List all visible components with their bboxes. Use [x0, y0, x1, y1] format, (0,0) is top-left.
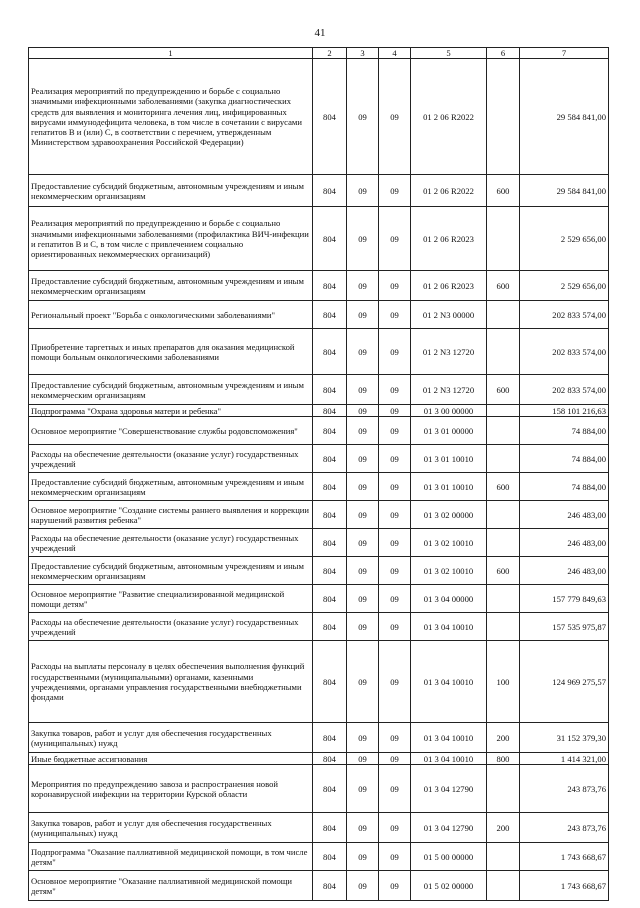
table-cell-csr: 01 2 06 R2023 — [411, 207, 487, 271]
table-row — [29, 405, 609, 417]
table-cell-rz: 09 — [347, 405, 379, 417]
table-cell-sum: 74 884,00 — [520, 417, 609, 445]
table-cell-sum: 202 833 574,00 — [520, 375, 609, 405]
budget-table — [28, 47, 609, 901]
table-cell-pr: 09 — [379, 765, 411, 813]
table-cell-pr: 09 — [379, 405, 411, 417]
table-cell-pr: 09 — [379, 843, 411, 871]
table-cell-vr: 600 — [487, 175, 520, 207]
table-cell-pr: 09 — [379, 871, 411, 901]
table-cell-csr: 01 3 04 10010 — [411, 613, 487, 641]
table-cell-rz: 09 — [347, 529, 379, 557]
table-cell-rz: 09 — [347, 723, 379, 753]
table-cell-pr: 09 — [379, 641, 411, 723]
table-cell-vr: 200 — [487, 723, 520, 753]
page-number: 41 — [314, 27, 326, 39]
table-cell-pr: 09 — [379, 417, 411, 445]
table-row — [29, 813, 609, 843]
table-cell-name: Подпрограмма "Охрана здоровья матери и ребенка" — [29, 405, 313, 417]
table-cell-sum: 31 152 379,30 — [520, 723, 609, 753]
table-cell-vr — [487, 613, 520, 641]
table-cell-sum: 246 483,00 — [520, 501, 609, 529]
table-cell-sum: 246 483,00 — [520, 529, 609, 557]
table-cell-rz: 09 — [347, 585, 379, 613]
table-cell-pr: 09 — [379, 613, 411, 641]
table-cell-vr: 200 — [487, 813, 520, 843]
table-cell-sum: 1 743 668,67 — [520, 871, 609, 901]
table-cell-name: Закупка товаров, работ и услуг для обеспечения государственных (муниципальных) нужд — [29, 813, 313, 843]
table-cell-pr: 09 — [379, 501, 411, 529]
column-header: 3 — [347, 48, 379, 59]
table-cell-rz: 09 — [347, 417, 379, 445]
table-cell-rz: 09 — [347, 375, 379, 405]
table-cell-gr: 804 — [313, 871, 347, 901]
table-cell-rz: 09 — [347, 813, 379, 843]
table-row — [29, 501, 609, 529]
table-cell-sum: 2 529 656,00 — [520, 271, 609, 301]
table-cell-csr: 01 5 02 00000 — [411, 871, 487, 901]
table-cell-pr: 09 — [379, 557, 411, 585]
table-row — [29, 417, 609, 445]
column-header: 4 — [379, 48, 411, 59]
table-cell-name: Основное мероприятие "Развитие специализированной медицинской помощи детям" — [29, 585, 313, 613]
table-cell-vr: 800 — [487, 753, 520, 765]
table-cell-pr: 09 — [379, 723, 411, 753]
table-cell-vr — [487, 301, 520, 329]
table-row — [29, 445, 609, 473]
table-cell-gr: 804 — [313, 417, 347, 445]
table-cell-gr: 804 — [313, 753, 347, 765]
table-cell-pr: 09 — [379, 753, 411, 765]
table-cell-csr: 01 2 N3 12720 — [411, 375, 487, 405]
table-cell-rz: 09 — [347, 613, 379, 641]
table-cell-csr: 01 3 02 10010 — [411, 557, 487, 585]
table-cell-sum: 29 584 841,00 — [520, 59, 609, 175]
table-cell-vr — [487, 59, 520, 175]
column-header: 1 — [29, 48, 313, 59]
table-cell-name: Закупка товаров, работ и услуг для обеспечения государственных (муниципальных) нужд — [29, 723, 313, 753]
table-cell-pr: 09 — [379, 175, 411, 207]
table-cell-vr — [487, 843, 520, 871]
table-cell-vr — [487, 417, 520, 445]
table-cell-vr — [487, 585, 520, 613]
table-row — [29, 175, 609, 207]
table-row — [29, 723, 609, 753]
table-cell-gr: 804 — [313, 175, 347, 207]
table-cell-vr: 600 — [487, 557, 520, 585]
table-row — [29, 59, 609, 175]
table-cell-gr: 804 — [313, 59, 347, 175]
table-cell-pr: 09 — [379, 271, 411, 301]
table-cell-gr: 804 — [313, 271, 347, 301]
table-cell-rz: 09 — [347, 207, 379, 271]
table-row — [29, 871, 609, 901]
table-cell-gr: 804 — [313, 613, 347, 641]
table-cell-rz: 09 — [347, 765, 379, 813]
table-cell-sum: 29 584 841,00 — [520, 175, 609, 207]
table-cell-gr: 804 — [313, 723, 347, 753]
table-cell-rz: 09 — [347, 271, 379, 301]
table-cell-name: Основное мероприятие "Совершенствование службы родовспоможения" — [29, 417, 313, 445]
table-cell-sum: 246 483,00 — [520, 557, 609, 585]
table-cell-pr: 09 — [379, 301, 411, 329]
table-cell-csr: 01 2 N3 00000 — [411, 301, 487, 329]
table-cell-vr — [487, 871, 520, 901]
table-cell-gr: 804 — [313, 473, 347, 501]
table-cell-name: Реализация мероприятий по предупреждению и борьбе с социально значимыми инфекционными заболеваниями (закупка диагностических средств для выявления и мониторинга лечения лиц, инфицированных вирусами иммунодефицита человека, в том числе в сочетании с вирусами гепатитов B и (или) C, в соответствии с перечнем, утвержденным Министерством здравоохранения Российской Федерации) — [29, 59, 313, 175]
column-header: 6 — [487, 48, 520, 59]
table-cell-name: Расходы на выплаты персоналу в целях обеспечения выполнения функций государственными (муниципальными) органами, казенными учреждениями, органами управления государственными внебюджетными фондами — [29, 641, 313, 723]
table-cell-pr: 09 — [379, 445, 411, 473]
table-row — [29, 473, 609, 501]
table-cell-rz: 09 — [347, 871, 379, 901]
table-cell-gr: 804 — [313, 501, 347, 529]
table-cell-csr: 01 2 06 R2022 — [411, 175, 487, 207]
table-cell-gr: 804 — [313, 765, 347, 813]
table-cell-gr: 804 — [313, 405, 347, 417]
table-cell-sum: 1 743 668,67 — [520, 843, 609, 871]
table-row — [29, 753, 609, 765]
table-cell-csr: 01 3 04 10010 — [411, 753, 487, 765]
table-cell-sum: 158 101 216,63 — [520, 405, 609, 417]
table-cell-name: Приобретение таргетных и иных препаратов для оказания медицинской помощи больным онкологическими заболеваниями — [29, 329, 313, 375]
table-cell-vr — [487, 207, 520, 271]
table-cell-vr — [487, 329, 520, 375]
table-cell-csr: 01 5 00 00000 — [411, 843, 487, 871]
table-cell-sum: 202 833 574,00 — [520, 301, 609, 329]
table-cell-vr: 600 — [487, 271, 520, 301]
table-cell-name: Предоставление субсидий бюджетным, автономным учреждениям и иным некоммерческим организациям — [29, 557, 313, 585]
table-cell-rz: 09 — [347, 753, 379, 765]
table-cell-name: Реализация мероприятий по предупреждению и борьбе с социально значимыми инфекционными заболеваниями (профилактика ВИЧ-инфекции и гепатитов B и C, в том числе с привлечением социально ориентированных некоммерческих организаций) — [29, 207, 313, 271]
table-row — [29, 765, 609, 813]
table-cell-gr: 804 — [313, 301, 347, 329]
table-cell-gr: 804 — [313, 585, 347, 613]
column-header: 7 — [520, 48, 609, 59]
table-cell-csr: 01 3 04 12790 — [411, 813, 487, 843]
table-cell-name: Основное мероприятие "Создание системы раннего выявления и коррекции нарушений развития ребенка" — [29, 501, 313, 529]
column-header: 2 — [313, 48, 347, 59]
table-cell-rz: 09 — [347, 641, 379, 723]
table-cell-rz: 09 — [347, 557, 379, 585]
table-row — [29, 585, 609, 613]
table-row — [29, 641, 609, 723]
table-cell-gr: 804 — [313, 375, 347, 405]
table-cell-csr: 01 2 06 R2023 — [411, 271, 487, 301]
table-cell-rz: 09 — [347, 501, 379, 529]
table-cell-csr: 01 3 02 10010 — [411, 529, 487, 557]
table-cell-name: Расходы на обеспечение деятельности (оказание услуг) государственных учреждений — [29, 445, 313, 473]
table-row — [29, 271, 609, 301]
table-cell-name: Мероприятия по предупреждению завоза и распространения новой коронавирусной инфекции на территории Курской области — [29, 765, 313, 813]
table-cell-sum: 157 779 849,63 — [520, 585, 609, 613]
table-cell-name: Расходы на обеспечение деятельности (оказание услуг) государственных учреждений — [29, 529, 313, 557]
table-cell-sum: 124 969 275,57 — [520, 641, 609, 723]
table-cell-pr: 09 — [379, 585, 411, 613]
table-cell-gr: 804 — [313, 529, 347, 557]
table-cell-pr: 09 — [379, 529, 411, 557]
table-cell-vr: 600 — [487, 375, 520, 405]
table-row — [29, 301, 609, 329]
table-cell-name: Расходы на обеспечение деятельности (оказание услуг) государственных учреждений — [29, 613, 313, 641]
table-cell-gr: 804 — [313, 813, 347, 843]
table-cell-pr: 09 — [379, 59, 411, 175]
table-cell-sum: 202 833 574,00 — [520, 329, 609, 375]
table-cell-pr: 09 — [379, 813, 411, 843]
table-cell-csr: 01 3 01 00000 — [411, 417, 487, 445]
table-cell-rz: 09 — [347, 445, 379, 473]
table-cell-rz: 09 — [347, 59, 379, 175]
table-cell-gr: 804 — [313, 207, 347, 271]
table-cell-sum: 74 884,00 — [520, 445, 609, 473]
table-row — [29, 207, 609, 271]
table-cell-name: Иные бюджетные ассигнования — [29, 753, 313, 765]
table-cell-sum: 74 884,00 — [520, 473, 609, 501]
table-cell-name: Основное мероприятие "Оказание паллиативной медицинской помощи детям" — [29, 871, 313, 901]
table-cell-csr: 01 2 N3 12720 — [411, 329, 487, 375]
table-cell-pr: 09 — [379, 207, 411, 271]
table-row — [29, 843, 609, 871]
table-cell-rz: 09 — [347, 843, 379, 871]
table-cell-rz: 09 — [347, 301, 379, 329]
table-cell-name: Предоставление субсидий бюджетным, автономным учреждениям и иным некоммерческим организациям — [29, 473, 313, 501]
table-row — [29, 557, 609, 585]
table-cell-pr: 09 — [379, 329, 411, 375]
table-cell-vr — [487, 445, 520, 473]
table-cell-sum: 2 529 656,00 — [520, 207, 609, 271]
table-cell-csr: 01 3 04 10010 — [411, 641, 487, 723]
table-cell-name: Предоставление субсидий бюджетным, автономным учреждениям и иным некоммерческим организациям — [29, 271, 313, 301]
table-cell-csr: 01 3 04 12790 — [411, 765, 487, 813]
table-cell-gr: 804 — [313, 557, 347, 585]
table-row — [29, 613, 609, 641]
table-cell-vr — [487, 405, 520, 417]
table-cell-rz: 09 — [347, 175, 379, 207]
table-cell-pr: 09 — [379, 375, 411, 405]
table-cell-vr: 100 — [487, 641, 520, 723]
table-cell-gr: 804 — [313, 445, 347, 473]
table-cell-csr: 01 3 02 00000 — [411, 501, 487, 529]
table-cell-vr — [487, 765, 520, 813]
table-cell-csr: 01 3 00 00000 — [411, 405, 487, 417]
table-cell-gr: 804 — [313, 641, 347, 723]
table-cell-gr: 804 — [313, 329, 347, 375]
table-cell-sum: 1 414 321,00 — [520, 753, 609, 765]
table-cell-name: Предоставление субсидий бюджетным, автономным учреждениям и иным некоммерческим организациям — [29, 375, 313, 405]
table-cell-csr: 01 3 04 10010 — [411, 723, 487, 753]
table-cell-csr: 01 3 01 10010 — [411, 445, 487, 473]
table-cell-csr: 01 3 04 00000 — [411, 585, 487, 613]
table-cell-name: Подпрограмма "Оказание паллиативной медицинской помощи, в том числе детям" — [29, 843, 313, 871]
table-cell-csr: 01 3 01 10010 — [411, 473, 487, 501]
table-cell-sum: 243 873,76 — [520, 813, 609, 843]
table-cell-rz: 09 — [347, 329, 379, 375]
table-cell-pr: 09 — [379, 473, 411, 501]
table-row — [29, 375, 609, 405]
table-cell-vr — [487, 529, 520, 557]
column-header: 5 — [411, 48, 487, 59]
table-cell-sum: 243 873,76 — [520, 765, 609, 813]
table-row — [29, 329, 609, 375]
table-cell-vr: 600 — [487, 473, 520, 501]
table-cell-gr: 804 — [313, 843, 347, 871]
table-cell-name: Региональный проект "Борьба с онкологическими заболеваниями" — [29, 301, 313, 329]
table-cell-sum: 157 535 975,87 — [520, 613, 609, 641]
table-row — [29, 529, 609, 557]
table-cell-vr — [487, 501, 520, 529]
table-cell-rz: 09 — [347, 473, 379, 501]
column-number-row — [29, 48, 609, 59]
table-cell-csr: 01 2 06 R2022 — [411, 59, 487, 175]
table-cell-name: Предоставление субсидий бюджетным, автономным учреждениям и иным некоммерческим организациям — [29, 175, 313, 207]
